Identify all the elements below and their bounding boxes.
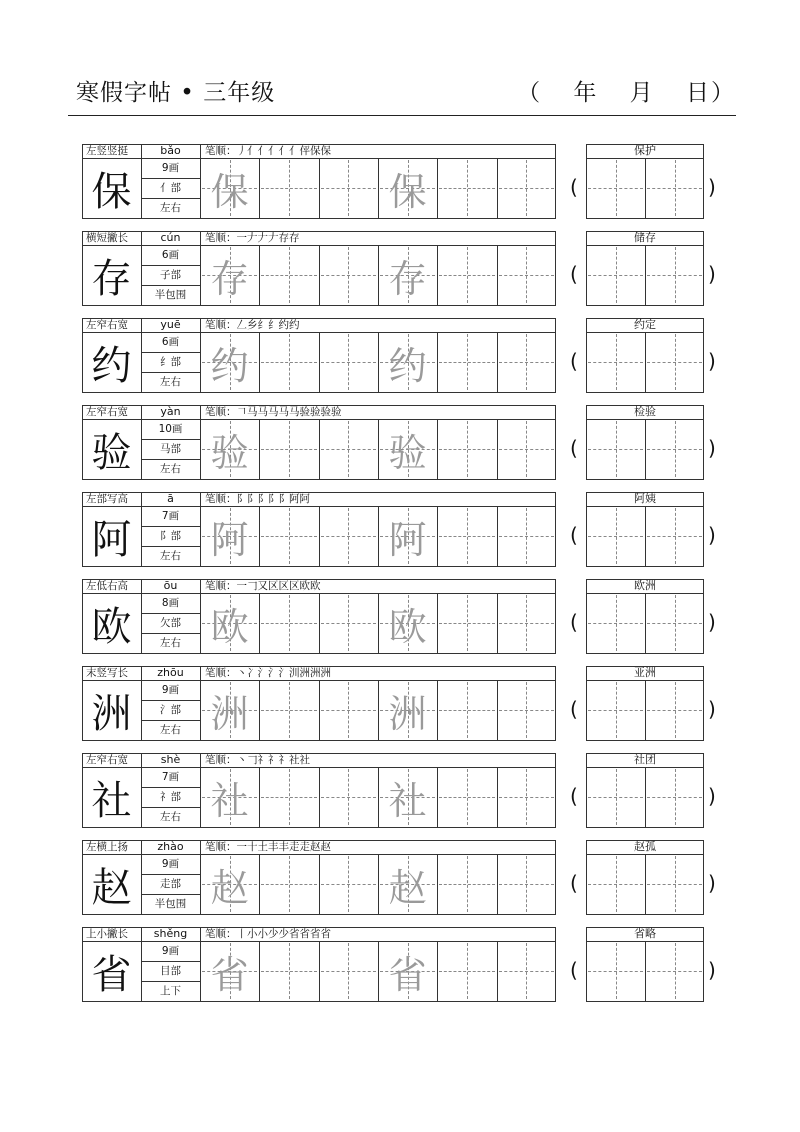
word-prompt: 检验 (634, 405, 656, 418)
writing-cell[interactable] (378, 245, 437, 305)
stroke-count: 7画 (161, 771, 180, 783)
stroke-count: 7画 (161, 510, 180, 522)
practice-row (0, 231, 800, 317)
stroke-count: 6画 (161, 336, 180, 348)
stroke-count: 9画 (161, 684, 180, 696)
stroke-count: 9画 (161, 162, 180, 174)
word-prompt: 欧洲 (634, 579, 656, 592)
writing-cell[interactable] (437, 593, 496, 653)
writing-cell[interactable] (378, 419, 437, 479)
writing-cell[interactable] (437, 245, 496, 305)
writing-cell[interactable] (437, 158, 496, 218)
writing-cell[interactable] (378, 506, 437, 566)
trace-character: 社 (388, 778, 427, 823)
writing-cell[interactable] (319, 941, 378, 1001)
writing-cell[interactable] (437, 941, 496, 1001)
structure: 左右 (160, 724, 181, 736)
pinyin: yuē (160, 318, 181, 331)
stroke-order: 笔顺：𠃋乡纟纟约约 (205, 319, 300, 331)
writing-cell[interactable] (259, 419, 318, 479)
structure: 上下 (160, 985, 181, 997)
word-writing-cell[interactable] (586, 158, 645, 218)
writing-cell[interactable] (497, 245, 556, 305)
trace-character: 存 (210, 256, 249, 301)
pinyin: ōu (163, 579, 178, 592)
writing-cell[interactable] (497, 767, 556, 827)
structure: 左右 (160, 811, 181, 823)
word-writing-cell[interactable] (645, 767, 704, 827)
writing-cell[interactable] (200, 767, 259, 827)
writing-cell[interactable] (259, 506, 318, 566)
trace-character: 赵 (210, 865, 249, 910)
word-writing-cell[interactable] (645, 593, 704, 653)
date-label: （ 年 月 日） (517, 80, 736, 106)
radical: 欠部 (160, 617, 181, 629)
word-writing-cell[interactable] (586, 419, 645, 479)
trace-character: 验 (388, 430, 427, 475)
writing-cell[interactable] (259, 332, 318, 392)
pinyin: zhōu (157, 666, 184, 679)
model-character: 保 (91, 168, 132, 215)
radical: 氵部 (160, 704, 181, 716)
model-character: 约 (91, 342, 132, 389)
model-character: 阿 (91, 516, 132, 563)
header-divider (68, 115, 736, 116)
writing-cell[interactable] (437, 854, 496, 914)
word-writing-cell[interactable] (586, 941, 645, 1001)
word-writing-cell[interactable] (645, 332, 704, 392)
writing-cell[interactable] (319, 506, 378, 566)
writing-cell[interactable] (378, 854, 437, 914)
practice-row (0, 666, 800, 752)
word-writing-cell[interactable] (586, 245, 645, 305)
left-paren: ( (570, 175, 578, 199)
left-paren: ( (570, 871, 578, 895)
writing-tip: 左低右高 (86, 580, 128, 592)
word-writing-cell[interactable] (645, 680, 704, 740)
writing-cell[interactable] (378, 332, 437, 392)
pinyin: zhào (157, 840, 184, 853)
writing-cell[interactable] (497, 419, 556, 479)
word-writing-cell[interactable] (586, 593, 645, 653)
writing-cell[interactable] (319, 332, 378, 392)
writing-tip: 上小撇长 (86, 928, 128, 940)
word-writing-cell[interactable] (586, 854, 645, 914)
pinyin: shè (160, 753, 181, 766)
writing-cell[interactable] (378, 941, 437, 1001)
writing-tip: 左横上扬 (86, 841, 128, 853)
practice-row (0, 753, 800, 839)
pinyin: bǎo (160, 144, 181, 157)
writing-cell[interactable] (259, 680, 318, 740)
radical: 阝部 (160, 530, 181, 542)
writing-cell[interactable] (378, 767, 437, 827)
writing-cell[interactable] (259, 593, 318, 653)
word-writing-cell[interactable] (586, 680, 645, 740)
word-prompt: 社团 (634, 753, 656, 766)
left-paren: ( (570, 523, 578, 547)
left-paren: ( (570, 610, 578, 634)
left-paren: ( (570, 784, 578, 808)
word-prompt: 赵孤 (634, 840, 656, 853)
right-paren: ) (708, 175, 716, 199)
left-paren: ( (570, 958, 578, 982)
trace-character: 阿 (388, 517, 427, 562)
writing-cell[interactable] (200, 680, 259, 740)
writing-cell[interactable] (437, 767, 496, 827)
writing-cell[interactable] (497, 506, 556, 566)
word-prompt: 约定 (634, 318, 656, 331)
word-writing-cell[interactable] (645, 941, 704, 1001)
model-character: 存 (91, 255, 132, 302)
structure: 半包围 (154, 898, 187, 910)
writing-tip: 左部写高 (86, 493, 128, 505)
writing-tip: 末竖写长 (86, 667, 128, 679)
stroke-order: 笔顺：阝阝阝阝阝阿阿 (205, 493, 310, 505)
structure: 左右 (160, 637, 181, 649)
radical: 子部 (160, 269, 181, 281)
left-paren: ( (570, 262, 578, 286)
writing-cell[interactable] (437, 680, 496, 740)
writing-cell[interactable] (200, 506, 259, 566)
writing-tip: 横短撇长 (86, 232, 128, 244)
trace-character: 保 (210, 169, 249, 214)
writing-cell[interactable] (259, 941, 318, 1001)
practice-row (0, 927, 800, 1013)
structure: 左右 (160, 550, 181, 562)
stroke-order: 笔顺：丿亻亻亻亻亻伻保保 (205, 145, 331, 157)
model-character: 洲 (91, 690, 132, 737)
word-prompt: 亚洲 (634, 666, 656, 679)
writing-cell[interactable] (259, 854, 318, 914)
writing-cell[interactable] (319, 245, 378, 305)
writing-cell[interactable] (319, 854, 378, 914)
right-paren: ) (708, 958, 716, 982)
writing-tip: 左竖竖挺 (86, 145, 128, 157)
stroke-order: 笔顺：一𠃌又区区区欧欧 (205, 580, 321, 592)
practice-row (0, 492, 800, 578)
left-paren: ( (570, 697, 578, 721)
writing-cell[interactable] (200, 593, 259, 653)
writing-tip: 左窄右宽 (86, 319, 128, 331)
structure: 左右 (160, 463, 181, 475)
radical: 礻部 (160, 791, 181, 803)
stroke-order: 笔顺：丶冫氵氵氵汌洲洲洲 (205, 667, 331, 679)
right-paren: ) (708, 349, 716, 373)
writing-cell[interactable] (200, 158, 259, 218)
word-prompt: 储存 (634, 231, 656, 244)
right-paren: ) (708, 262, 716, 286)
pinyin: cún (160, 231, 181, 244)
trace-character: 验 (210, 430, 249, 475)
trace-character: 约 (210, 343, 249, 388)
writing-cell[interactable] (259, 158, 318, 218)
radical: 目部 (160, 965, 181, 977)
structure: 左右 (160, 202, 181, 214)
stroke-order: 笔顺：一𠂇𠂇𠂇存存 (205, 232, 300, 244)
writing-cell[interactable] (200, 941, 259, 1001)
word-writing-cell[interactable] (645, 506, 704, 566)
word-writing-cell[interactable] (586, 506, 645, 566)
page-header (68, 74, 736, 114)
right-paren: ) (708, 523, 716, 547)
word-writing-cell[interactable] (645, 854, 704, 914)
practice-row (0, 144, 800, 230)
writing-tip: 左窄右宽 (86, 754, 128, 766)
word-prompt: 省略 (634, 927, 656, 940)
writing-cell[interactable] (259, 245, 318, 305)
word-writing-cell[interactable] (645, 158, 704, 218)
writing-cell[interactable] (319, 767, 378, 827)
word-writing-cell[interactable] (586, 332, 645, 392)
trace-character: 约 (388, 343, 427, 388)
right-paren: ) (708, 697, 716, 721)
writing-cell[interactable] (378, 593, 437, 653)
writing-cell[interactable] (437, 419, 496, 479)
pinyin: ā (167, 492, 174, 505)
radical: 纟部 (160, 356, 181, 368)
writing-cell[interactable] (319, 593, 378, 653)
writing-cell[interactable] (497, 680, 556, 740)
word-writing-cell[interactable] (586, 767, 645, 827)
word-writing-cell[interactable] (645, 419, 704, 479)
trace-character: 洲 (388, 691, 427, 736)
word-writing-cell[interactable] (645, 245, 704, 305)
writing-cell[interactable] (319, 680, 378, 740)
writing-cell[interactable] (437, 506, 496, 566)
writing-tip: 左窄右宽 (86, 406, 128, 418)
practice-row (0, 318, 800, 404)
practice-row (0, 840, 800, 926)
writing-cell[interactable] (497, 854, 556, 914)
model-character: 验 (91, 429, 132, 476)
word-prompt: 保护 (634, 144, 656, 157)
writing-cell[interactable] (378, 158, 437, 218)
structure: 左右 (160, 376, 181, 388)
writing-cell[interactable] (497, 332, 556, 392)
left-paren: ( (570, 349, 578, 373)
trace-character: 社 (210, 778, 249, 823)
practice-row (0, 579, 800, 665)
writing-cell[interactable] (378, 680, 437, 740)
writing-cell[interactable] (437, 332, 496, 392)
page-title: 寒假字帖 • 三年级 (76, 80, 276, 106)
writing-cell[interactable] (319, 158, 378, 218)
stroke-count: 6画 (161, 249, 180, 261)
trace-character: 欧 (388, 604, 427, 649)
structure: 半包围 (154, 289, 187, 301)
stroke-order: 笔顺：丶𠃌礻礻礻社社 (205, 754, 310, 766)
trace-character: 阿 (210, 517, 249, 562)
writing-cell[interactable] (200, 332, 259, 392)
right-paren: ) (708, 871, 716, 895)
stroke-order: 笔顺：一十土丰丰走走赵赵 (205, 841, 331, 853)
stroke-order: 笔顺：丨小小少少省省省省 (205, 928, 331, 940)
pinyin: shěng (153, 927, 188, 940)
radical: 马部 (160, 443, 181, 455)
right-paren: ) (708, 784, 716, 808)
left-paren: ( (570, 436, 578, 460)
writing-cell[interactable] (497, 593, 556, 653)
practice-row (0, 405, 800, 491)
radical: 走部 (160, 878, 181, 890)
stroke-count: 10画 (158, 423, 183, 435)
right-paren: ) (708, 436, 716, 460)
pinyin: yàn (160, 405, 181, 418)
writing-cell[interactable] (259, 767, 318, 827)
model-character: 欧 (91, 603, 132, 650)
stroke-count: 9画 (161, 945, 180, 957)
word-prompt: 阿姨 (634, 492, 656, 505)
stroke-count: 9画 (161, 858, 180, 870)
radical: 亻部 (160, 182, 181, 194)
writing-cell[interactable] (497, 158, 556, 218)
model-character: 社 (91, 777, 132, 824)
writing-cell[interactable] (200, 245, 259, 305)
writing-cell[interactable] (200, 854, 259, 914)
stroke-order: 笔顺：𠃍马马马马马验验验验 (205, 406, 342, 418)
writing-cell[interactable] (319, 419, 378, 479)
writing-cell[interactable] (497, 941, 556, 1001)
writing-cell[interactable] (200, 419, 259, 479)
model-character: 赵 (91, 864, 132, 911)
trace-character: 保 (388, 169, 427, 214)
trace-character: 欧 (210, 604, 249, 649)
trace-character: 省 (210, 952, 249, 997)
trace-character: 存 (388, 256, 427, 301)
right-paren: ) (708, 610, 716, 634)
stroke-count: 8画 (161, 597, 180, 609)
trace-character: 洲 (210, 691, 249, 736)
model-character: 省 (91, 951, 132, 998)
trace-character: 赵 (388, 865, 427, 910)
trace-character: 省 (388, 952, 427, 997)
